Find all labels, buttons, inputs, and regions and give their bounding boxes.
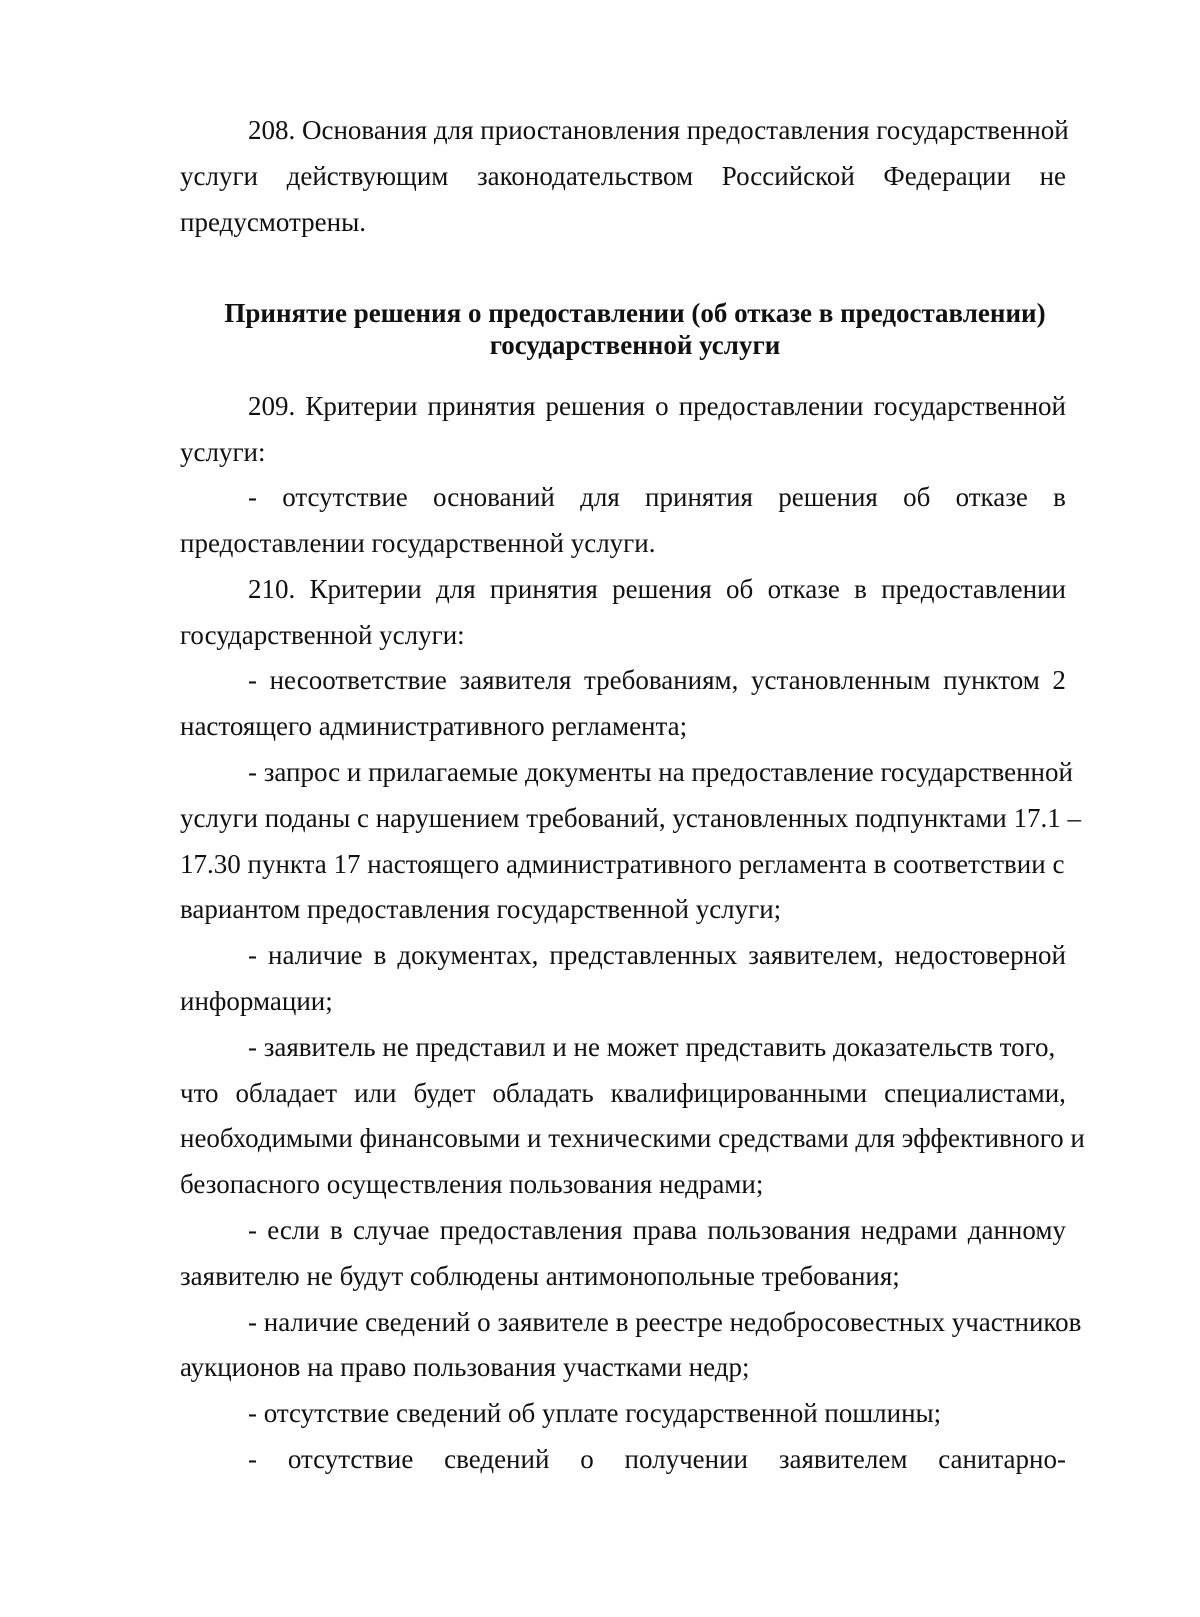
- word: Российской: [721, 161, 855, 191]
- bullet-210-4-line-2: [180, 1077, 1066, 1109]
- bullet-210-6-line-2: аукционов на право пользования участками недр;: [180, 1352, 750, 1382]
- word: отсутствие: [282, 482, 408, 512]
- word: отсутствие: [287, 1444, 414, 1474]
- word: 210.: [248, 574, 296, 604]
- word: предоставлении: [881, 574, 1066, 604]
- word: решения: [778, 482, 878, 512]
- word: получении: [624, 1444, 749, 1474]
- bullet-210-3-line-1: [248, 939, 1066, 971]
- word: заявителем: [778, 1444, 908, 1474]
- word: документах,: [397, 940, 539, 970]
- paragraph-210-line-2: государственной услуги:: [180, 620, 465, 650]
- word: предоставления: [439, 1215, 623, 1245]
- word: принятия: [489, 574, 598, 604]
- paragraph-208-line-3: предусмотрены.: [180, 207, 366, 237]
- word: решения: [612, 574, 712, 604]
- word: в: [1053, 482, 1066, 512]
- word: -: [248, 665, 257, 695]
- word: случае: [353, 1215, 430, 1245]
- word: о: [580, 1444, 594, 1474]
- word: -: [248, 482, 257, 512]
- word: государственной: [873, 391, 1066, 421]
- word: требованиям,: [583, 665, 739, 695]
- word: обладает: [235, 1078, 338, 1108]
- word: санитарно-: [938, 1444, 1066, 1474]
- bullet-210-2-line-1: - запрос и прилагаемые документы на предоставление государственной: [248, 757, 1073, 787]
- word: не: [1039, 161, 1066, 191]
- word: Критерии: [305, 391, 418, 421]
- word: оснований: [433, 482, 555, 512]
- word: пунктом: [943, 665, 1040, 695]
- word: -: [248, 940, 257, 970]
- word: или: [354, 1078, 397, 1108]
- bullet-209-1-line-1: [248, 481, 1066, 513]
- paragraph-209-line-1: [248, 390, 1066, 422]
- word: решения: [545, 391, 646, 421]
- paragraph-208-line-1: 208. Основания для приостановления предоставления государственной: [248, 115, 1069, 145]
- word: предоставлении: [678, 391, 864, 421]
- word: -: [248, 1215, 257, 1245]
- bullet-210-3-line-2: информации;: [180, 986, 333, 1016]
- word: установленным: [750, 665, 931, 695]
- word: Критерии: [309, 574, 422, 604]
- word: в: [373, 940, 387, 970]
- bullet-210-5-line-2: заявителю не будут соблюдены антимонопольные требования;: [180, 1261, 900, 1291]
- word: 2: [1052, 665, 1066, 695]
- bullet-210-7-line-1: - отсутствие сведений об уплате государственной пошлины;: [248, 1398, 942, 1428]
- word: заявителем,: [748, 940, 884, 970]
- bullet-210-2-line-3: 17.30 пункта 17 настоящего административного регламента в соответствии с: [180, 849, 1065, 879]
- word: недостоверной: [894, 940, 1066, 970]
- word: заявителя: [459, 665, 572, 695]
- bullet-210-4-line-4: безопасного осуществления пользования недрами;: [180, 1169, 764, 1199]
- bullet-210-2-line-4: вариантом предоставления государственной услуги;: [180, 894, 782, 924]
- paragraph-210-line-1: [248, 573, 1066, 605]
- word: будет: [413, 1078, 476, 1108]
- paragraph-209-line-2: услуги:: [180, 437, 266, 467]
- word: представленных: [549, 940, 738, 970]
- word: что: [180, 1078, 219, 1108]
- word: обладать: [492, 1078, 594, 1108]
- word: наличие: [268, 940, 363, 970]
- bullet-210-1-line-2: настоящего административного регламента;: [180, 711, 688, 741]
- word: принятия: [427, 391, 536, 421]
- word: 209.: [248, 391, 296, 421]
- word: принятия: [645, 482, 753, 512]
- word: отказе: [955, 482, 1028, 512]
- bullet-210-4-line-3: необходимыми финансовыми и техническими средствами для эффективного и: [180, 1123, 1085, 1153]
- paragraph-208-line-2: [180, 160, 1066, 192]
- bullet-210-8-line-1: [248, 1443, 1066, 1475]
- word: если: [267, 1215, 320, 1245]
- word: -: [248, 1444, 257, 1474]
- word: о: [655, 391, 669, 421]
- word: услуги: [180, 161, 258, 191]
- word: об: [903, 482, 931, 512]
- bullet-210-6-line-1: - наличие сведений о заявителе в реестре недобросовестных участников: [248, 1307, 1082, 1337]
- bullet-210-1-line-1: [248, 664, 1066, 696]
- word: пользования: [707, 1215, 851, 1245]
- bullet-210-4-line-1: - заявитель не представил и не может представить доказательств того,: [248, 1032, 1056, 1062]
- word: об: [726, 574, 754, 604]
- section-heading-line-1: Принятие решения о предоставлении (об отказе в предоставлении): [224, 298, 1046, 328]
- bullet-210-2-line-2: услуги поданы с нарушением требований, установленных подпунктами 17.1 –: [180, 803, 1081, 833]
- word: в: [330, 1215, 343, 1245]
- word: права: [632, 1215, 698, 1245]
- word: несоответствие: [269, 665, 447, 695]
- bullet-210-5-line-1: [248, 1214, 1066, 1246]
- word: специалистами,: [884, 1078, 1066, 1108]
- word: действующим: [286, 161, 449, 191]
- word: Федерации: [883, 161, 1011, 191]
- bullet-209-1-line-2: предоставлении государственной услуги.: [180, 528, 656, 558]
- word: сведений: [444, 1444, 550, 1474]
- word: данному: [967, 1215, 1066, 1245]
- word: отказе: [767, 574, 840, 604]
- word: в: [854, 574, 867, 604]
- word: для: [435, 574, 476, 604]
- word: квалифицированными: [610, 1078, 868, 1108]
- word: для: [580, 482, 620, 512]
- section-heading-line-2: государственной услуги: [489, 330, 781, 360]
- word: законодательством: [477, 161, 694, 191]
- word: недрами: [860, 1215, 958, 1245]
